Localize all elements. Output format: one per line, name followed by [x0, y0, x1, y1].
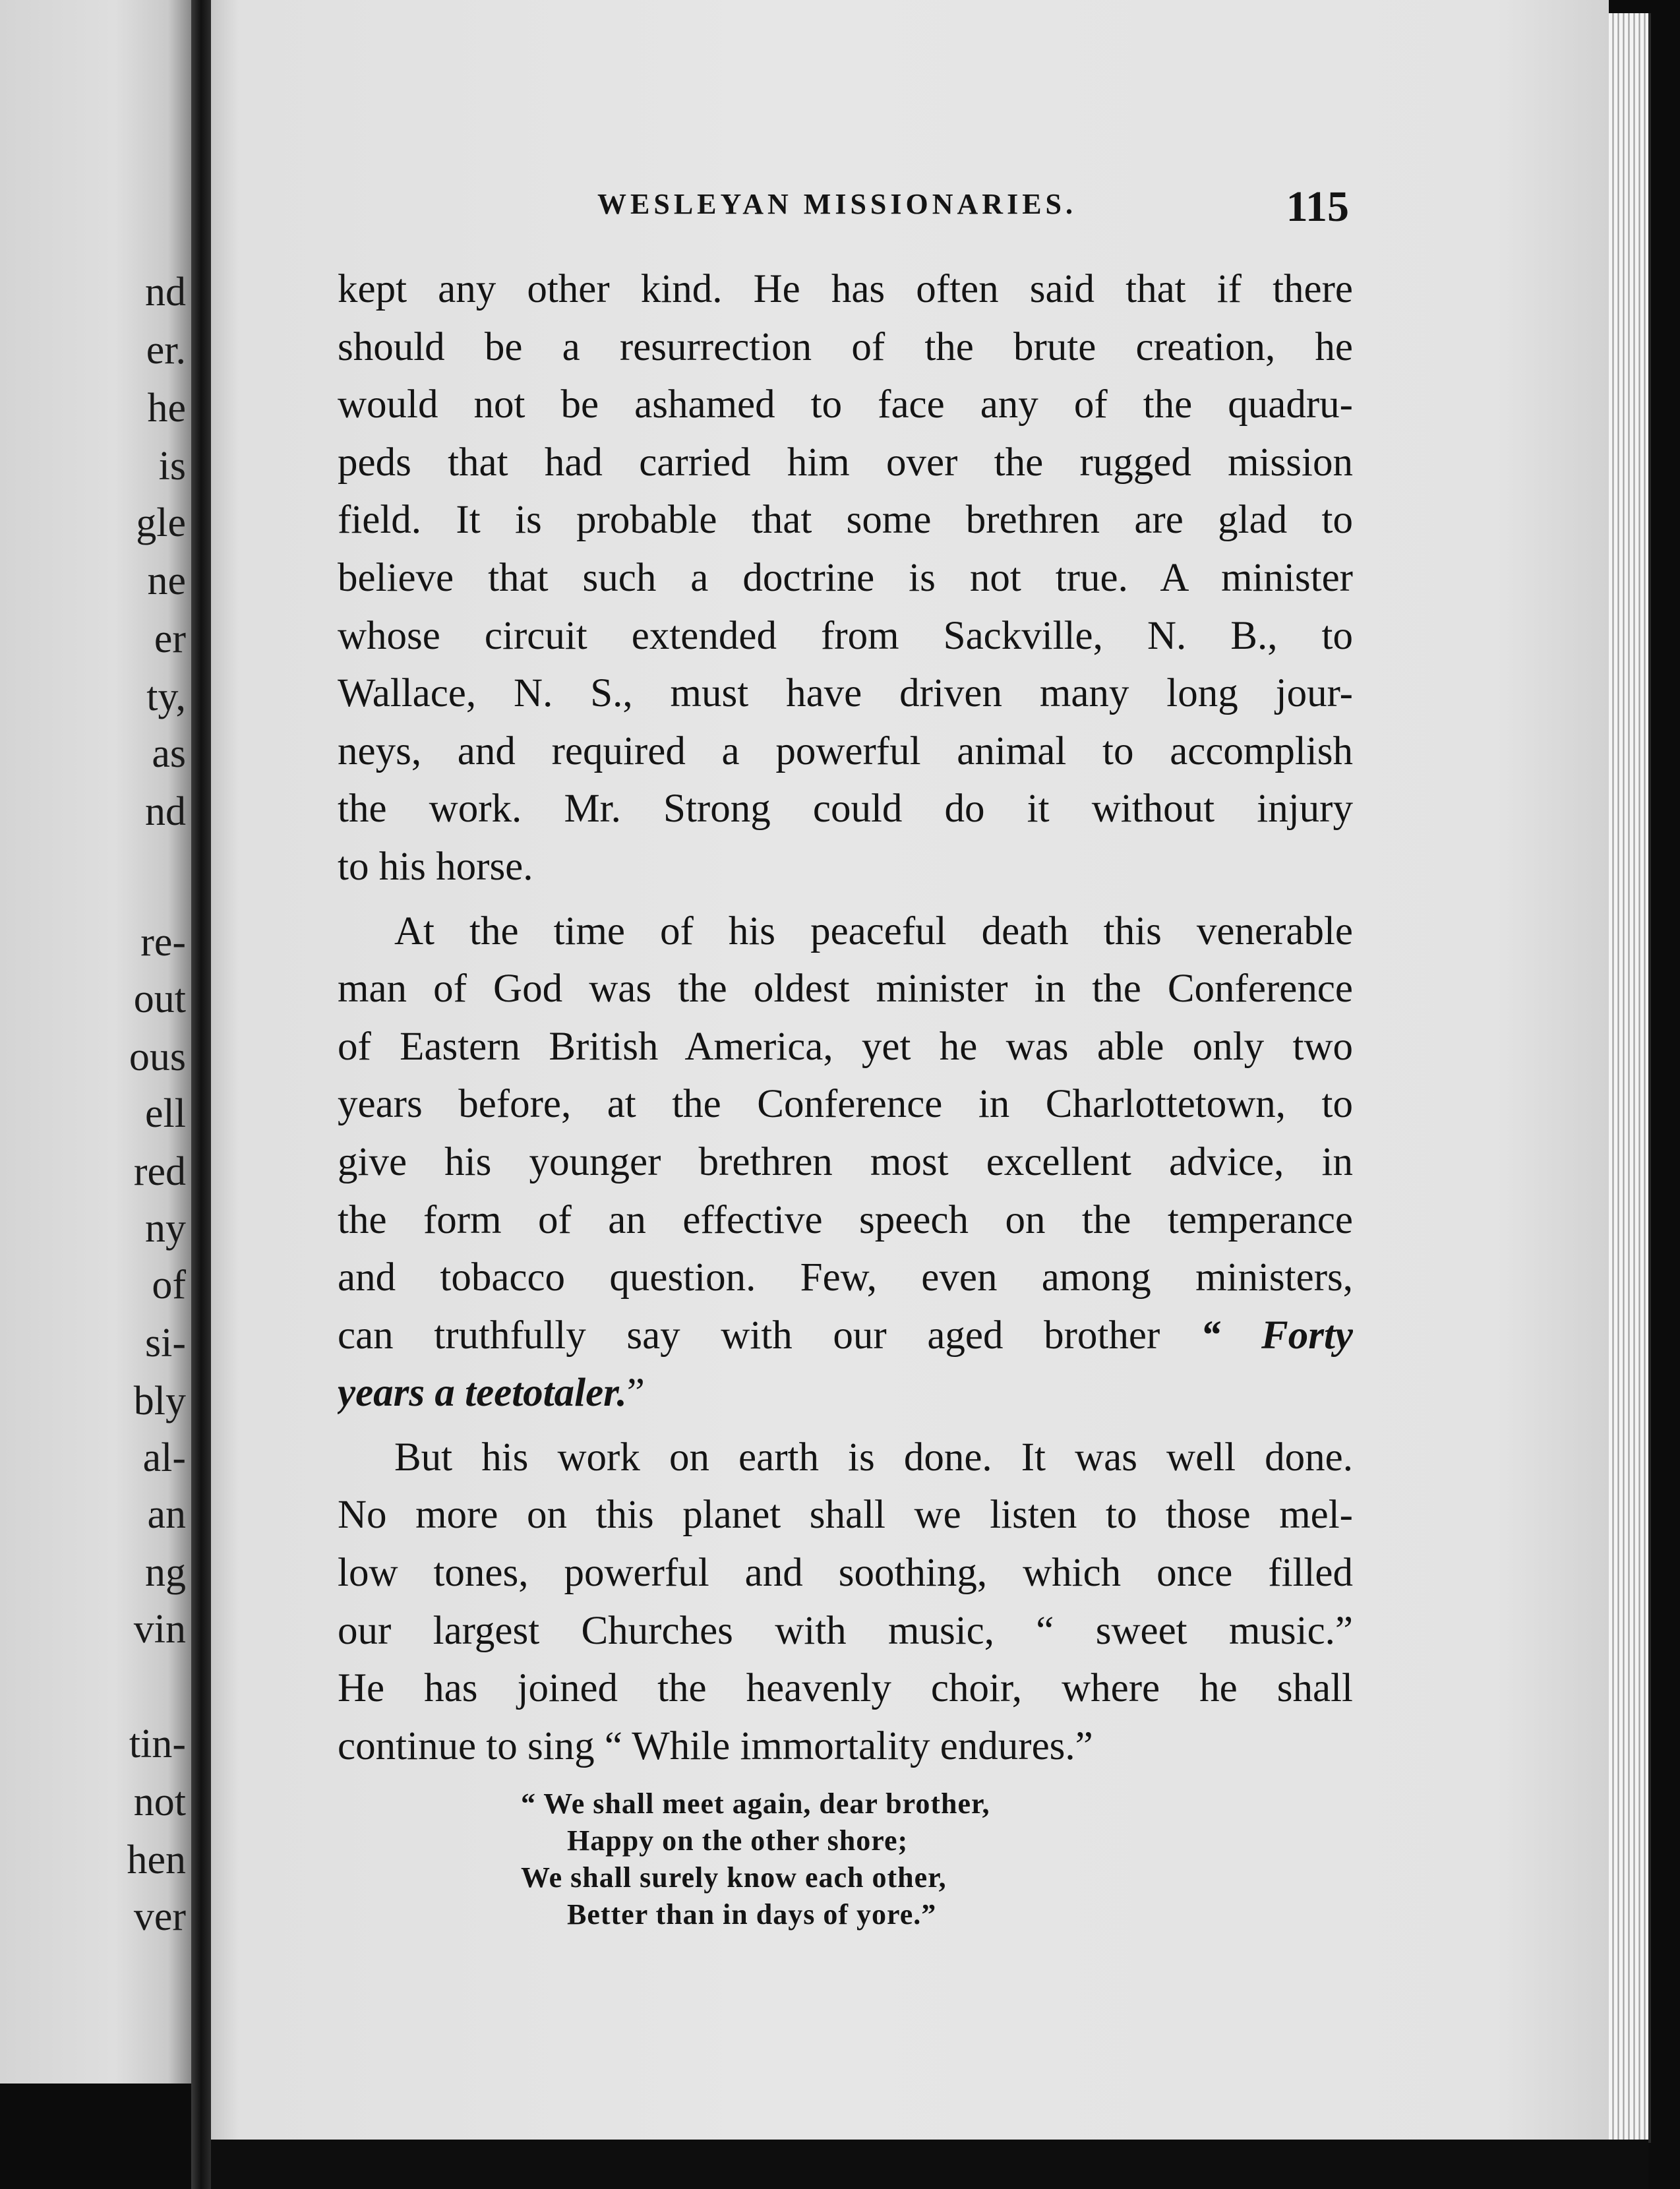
text-line: the work. Mr. Strong could do it without injury: [338, 787, 1353, 831]
text-line: Wallace, N. S., must have driven many long jour-: [338, 671, 1353, 716]
paragraph: [338, 903, 1353, 1422]
left-fragment: hen: [127, 1838, 186, 1882]
left-fragment: ty,: [146, 675, 186, 719]
paragraph: [338, 260, 1353, 896]
text-line: But his work on earth is done. It was well done.: [394, 1435, 1353, 1480]
running-head: WESLEYAN MISSIONARIES.: [597, 188, 1077, 220]
left-fragment: ous: [129, 1035, 186, 1079]
text-line: give his younger brethren most excellent advice, in: [338, 1139, 1353, 1184]
italic-quote: “ Forty: [1200, 1313, 1353, 1358]
page-edges: [1609, 13, 1651, 2143]
text-line: No more on this planet shall we listen to those mel-: [338, 1493, 1353, 1538]
left-facing-page: [0, 0, 191, 2084]
left-fragment: er.: [146, 328, 186, 373]
left-fragment: ne: [147, 558, 186, 603]
left-fragment: ny: [145, 1206, 186, 1251]
left-fragment: ver: [133, 1894, 186, 1939]
text-line: believe that such a doctrine is not true. A minister: [338, 555, 1353, 600]
text-line: man of God was the oldest minister in the Conference: [338, 967, 1353, 1011]
left-fragment: he: [147, 386, 186, 431]
text-line: He has joined the heavenly choir, where he shall: [338, 1666, 1353, 1711]
text-line: neys, and required a powerful animal to accomplish: [338, 729, 1353, 773]
left-fragment: bly: [133, 1379, 186, 1424]
text-line: our largest Churches with music, “ sweet music.”: [338, 1608, 1353, 1653]
left-fragment: ell: [145, 1091, 186, 1136]
left-fragment: is: [158, 444, 186, 489]
poem-line: Better than in days of yore.”: [567, 1898, 937, 1931]
poem-verse: [521, 1785, 990, 1933]
left-fragment: of: [152, 1263, 186, 1307]
left-fragment: er: [154, 616, 186, 661]
left-fragment: not: [133, 1780, 186, 1824]
text-line: and tobacco question. Few, even among ministers,: [338, 1255, 1353, 1300]
text-line: low tones, powerful and soothing, which once filled: [338, 1551, 1353, 1596]
text-line: would not be ashamed to face any of the quadru-: [338, 382, 1353, 427]
text-line: should be a resurrection of the brute creation, he: [338, 324, 1353, 369]
left-fragment: out: [133, 976, 186, 1021]
page-header: [597, 182, 1356, 235]
text-line: field. It is probable that some brethren are glad to: [338, 498, 1353, 543]
left-fragment: tin-: [129, 1722, 186, 1766]
poem-line: Happy on the other shore;: [567, 1824, 909, 1857]
left-fragment: vin: [133, 1607, 186, 1652]
text-line: At the time of his peaceful death this venerable: [394, 909, 1353, 953]
text-line: the form of an effective speech on the temperance: [338, 1197, 1353, 1242]
text-line: kept any other kind. He has often said that if there: [338, 267, 1353, 311]
left-fragment: nd: [145, 270, 186, 315]
text-line: [338, 1307, 1353, 1365]
left-fragment: an: [147, 1492, 186, 1537]
text-line: continue to sing “ While immortality endures.”: [338, 1724, 1093, 1768]
left-fragment: re-: [140, 920, 186, 965]
book-gutter: [191, 0, 211, 2189]
poem-line: We shall surely know each other,: [521, 1861, 947, 1894]
body-text: [338, 260, 1353, 1775]
text-line: peds that had carried him over the rugged mission: [338, 440, 1353, 485]
scan-background: [211, 2140, 1648, 2189]
text-segment: can truthfully say with our aged brother: [338, 1313, 1160, 1358]
text-line: of Eastern British America, yet he was able only two: [338, 1024, 1353, 1069]
paragraph: [338, 1429, 1353, 1776]
text-line: [338, 1364, 1353, 1422]
page-number: 115: [1286, 183, 1349, 231]
poem-line: “ We shall meet again, dear brother,: [521, 1787, 990, 1820]
left-fragment: si-: [145, 1321, 186, 1365]
left-fragment: al-: [142, 1435, 186, 1480]
text-line: whose circuit extended from Sackville, N. B., to: [338, 613, 1353, 658]
left-fragment: nd: [145, 789, 186, 834]
text-line: to his horse.: [338, 844, 533, 889]
text-line: years before, at the Conference in Charlottetown, to: [338, 1082, 1353, 1127]
italic-quote: years a teetotaler.: [338, 1371, 627, 1416]
left-fragment: ng: [145, 1550, 186, 1595]
left-fragment: as: [152, 731, 186, 776]
left-fragment: gle: [136, 500, 186, 545]
closing-quote: ”: [626, 1371, 645, 1416]
left-fragment: red: [133, 1149, 186, 1194]
